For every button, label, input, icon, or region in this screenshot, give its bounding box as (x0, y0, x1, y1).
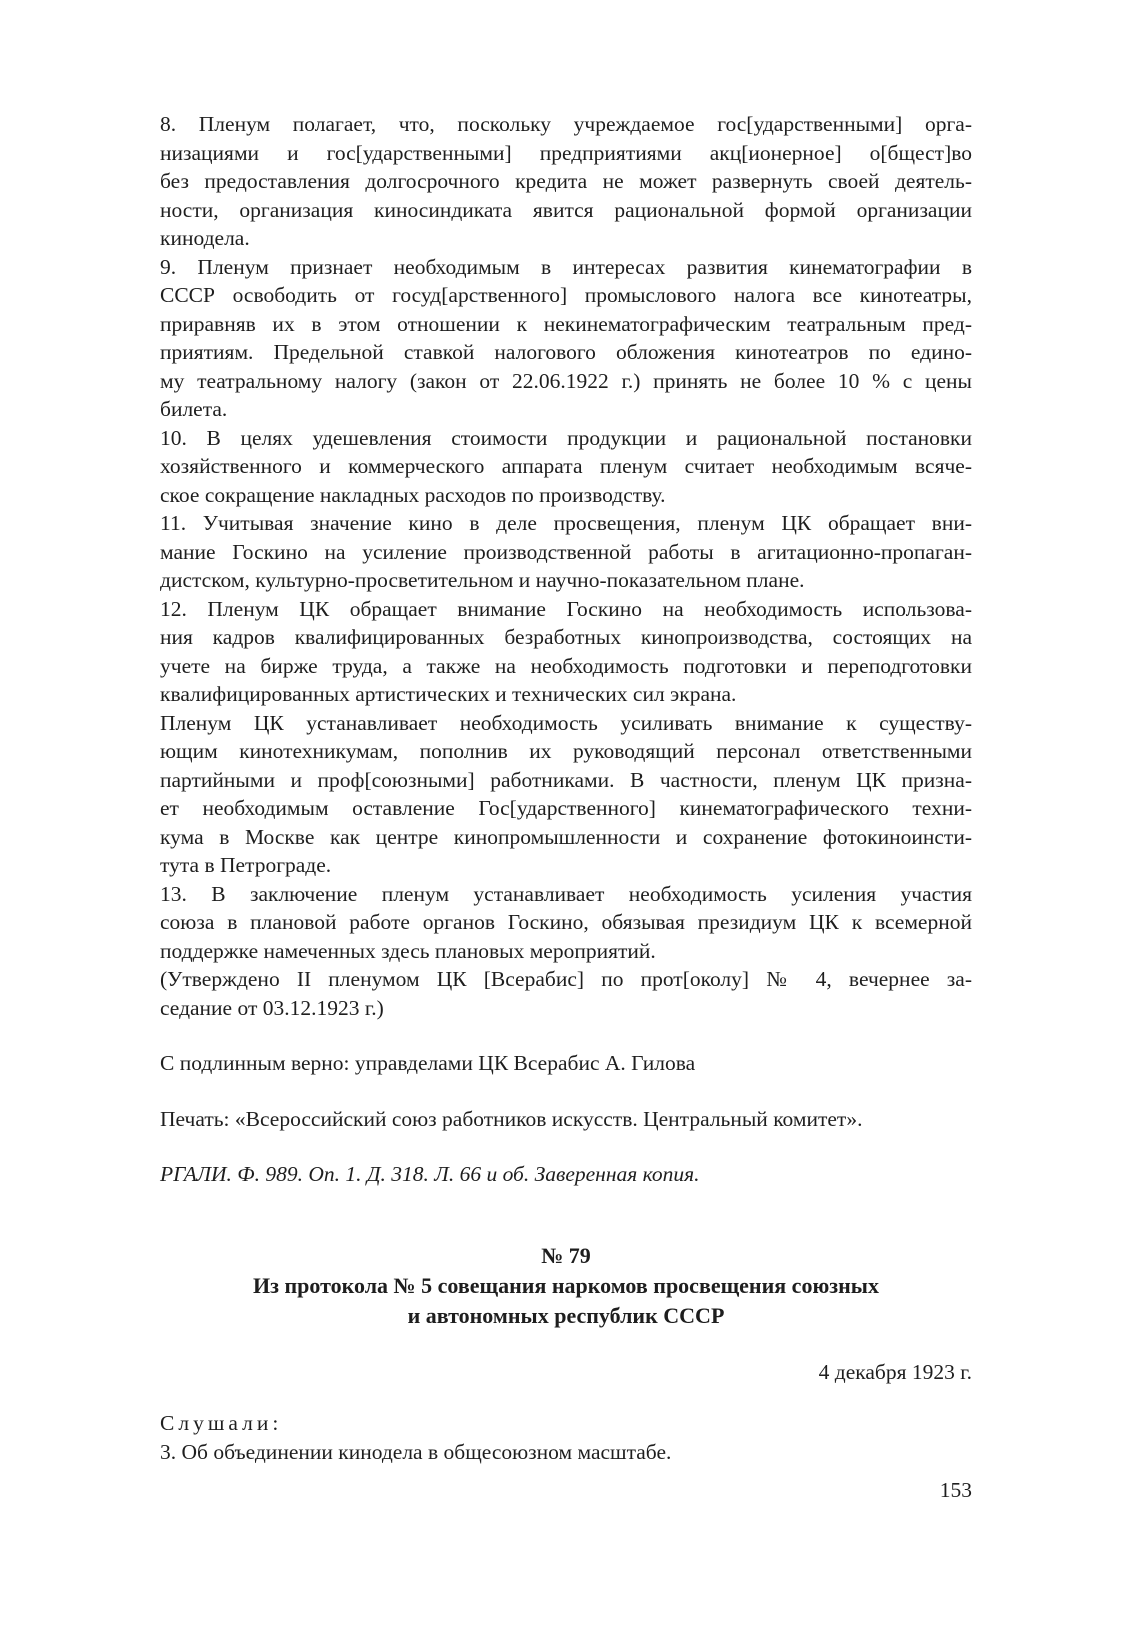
text-line: кинодела. (160, 226, 250, 250)
text-line: ющим кинотехникумам, пополнив их руководящий персонал ответственными (160, 739, 972, 763)
text-line: ет необходимым оставление Гос[ударственного] кинематографического техни- (160, 796, 972, 820)
archive-reference: РГАЛИ. Ф. 989. Оп. 1. Д. 318. Л. 66 и об. Заверенная копия. (160, 1162, 700, 1186)
spacer (160, 1331, 972, 1358)
text-line: союза в плановой работе органов Госкино, обязывая президиум ЦК к всемерной (160, 910, 972, 934)
spacer (160, 1386, 972, 1409)
certification-line: С подлинным верно: управделами ЦК Всерабис А. Гилова (160, 1051, 696, 1075)
spacer (160, 1133, 972, 1160)
paragraph-8 (160, 110, 972, 253)
text-line: приравняв их в этом отношении к некинематографическим театральным пред- (160, 311, 972, 336)
text-line: седание от 03.12.1923 г.) (160, 995, 384, 1020)
document-number: № 79 (541, 1242, 591, 1268)
text-line: учете на бирже труда, а также на необходимость подготовки и переподготовки (160, 653, 972, 678)
paragraph-9 (160, 253, 972, 424)
document-date: 4 декабря 1923 г. (818, 1359, 972, 1384)
page-number: 153 (939, 1478, 972, 1502)
page-body (160, 110, 972, 1466)
text-line: квалифицированных артистических и технических сил экрана. (160, 682, 737, 706)
agenda-item: 3. Об объединении кинодела в общесоюзном масштабе. (160, 1439, 672, 1464)
text-line: мание Госкино на усиление производственной работы в агитационно-пропаган- (160, 539, 972, 564)
spacer (160, 1022, 972, 1049)
text-line: ния кадров квалифицированных безработных кинопроизводства, состоящих на (160, 625, 972, 649)
text-line: тута в Петрограде. (160, 853, 332, 877)
text-line: СССР освободить от госуд[арственного] промыслового налога все кинотеатры, (160, 283, 972, 307)
seal-line: Печать: «Всероссийский союз работников искусств. Центральный комитет». (160, 1106, 863, 1131)
approval-note (160, 965, 972, 1022)
paragraph-12 (160, 595, 972, 709)
text-line: 12. Пленум ЦК обращает внимание Госкино на необходимость использова- (160, 596, 972, 621)
spacer (160, 1078, 972, 1105)
text-line: 10. В целях удешевления стоимости продукции и рациональной постановки (160, 425, 972, 450)
heard-label: Слушали: (160, 1411, 283, 1435)
text-line: без предоставления долгосрочного кредита не может развернуть своей деятель- (160, 169, 972, 193)
document-title-line-1: Из протокола № 5 совещания наркомов просвещения союзных (253, 1272, 879, 1298)
text-line: Пленум ЦК устанавливает необходимость усиливать внимание к существу- (160, 710, 972, 735)
text-line: низациями и гос[ударственными] предприятиями акц[ионерное] о[бщест]во (160, 140, 972, 165)
text-line: ское сокращение накладных расходов по производству. (160, 482, 666, 507)
text-line: поддержке намеченных здесь плановых мероприятий. (160, 938, 656, 963)
text-line: (Утверждено II пленумом ЦК [Всерабис] по прот[околу] № 4, вечернее за- (160, 967, 972, 991)
text-line: билета. (160, 397, 228, 421)
document-title-line-2: и автономных республик СССР (407, 1302, 725, 1328)
text-line: кума в Москве как центре кинопромышленности и сохранение фотокиноинсти- (160, 824, 972, 849)
text-line: 8. Пленум полагает, что, поскольку учреждаемое гос[ударственными] орга- (160, 112, 972, 136)
paragraph-10 (160, 424, 972, 510)
paragraph-12-cont (160, 709, 972, 880)
text-line: ности, организация киносиндиката явится рациональной формой организации (160, 197, 972, 222)
text-line: партийными и проф[союзными] работниками. В частности, пленум ЦК призна- (160, 767, 972, 792)
text-line: 9. Пленум признает необходимым в интересах развития кинематографии в (160, 254, 972, 279)
text-line: му театральному налогу (закон от 22.06.1922 г.) принять не более 10 % с цены (160, 368, 972, 393)
text-line: дистском, культурно-просветительном и научно-показательном плане. (160, 568, 805, 592)
text-line: 11. Учитывая значение кино в деле просвещения, пленум ЦК обращает вни- (160, 511, 972, 535)
paragraph-11 (160, 509, 972, 595)
text-line: хозяйственного и коммерческого аппарата пленум считает необходимым всяче- (160, 454, 972, 478)
text-line: приятиям. Предельной ставкой налогового обложения кинотеатров по едино- (160, 340, 972, 364)
text-line: 13. В заключение пленум устанавливает необходимость усиления участия (160, 881, 972, 906)
spacer (160, 1189, 972, 1241)
paragraph-13 (160, 880, 972, 966)
